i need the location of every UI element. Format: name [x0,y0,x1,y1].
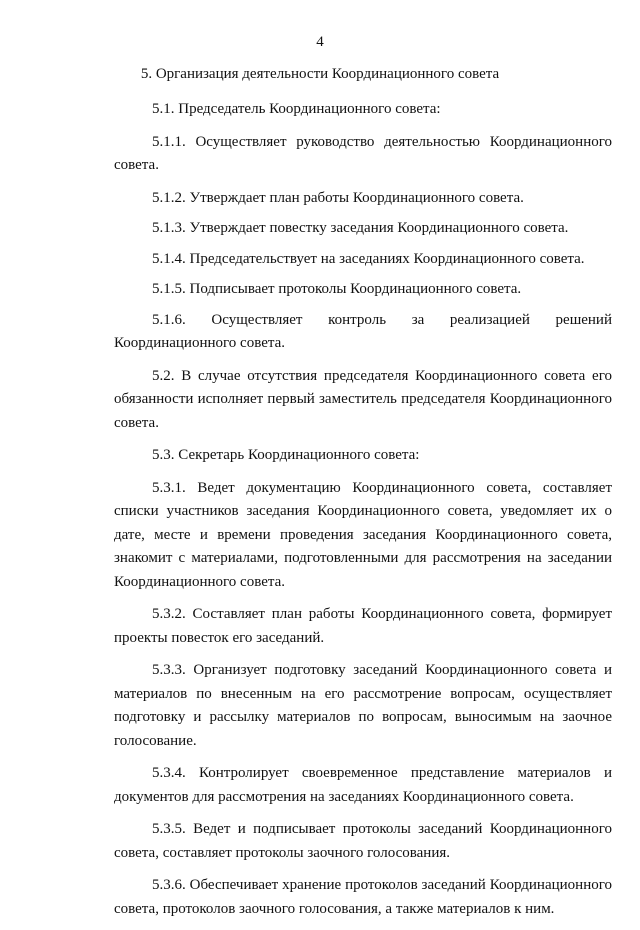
paragraph-5-2: 5.2. В случае отсутствия председателя Координационного совета его обязанности исполняет первый заместитель председателя Координационного совета. [114,367,612,431]
paragraph-5-3-4: 5.3.4. Контролирует своевременное представление материалов и документов для рассмотрения на заседаниях Координационного совета. [114,765,612,805]
page-number: 4 [316,34,324,50]
paragraph-5-3-1: 5.3.1. Ведет документацию Координационного совета, составляет списки участников заседания Координационного совета, уведомляет их о дате, месте и времени проведения заседания Координационного совета, знакомит с материалами, подготовленными для рассмотрения на заседании Координационного совета. [114,479,612,590]
paragraph-5-3-2: 5.3.2. Составляет план работы Координационного совета, формирует проекты повесток его заседаний. [114,606,612,646]
paragraph-5-1-2: 5.1.2. Утверждает план работы Координационного совета. [152,189,524,206]
paragraph-5-3-6: 5.3.6. Обеспечивает хранение протоколов заседаний Координационного совета, протоколов заочного голосования, а также материалов к ним. [114,877,612,917]
paragraph-5-1-6: 5.1.6. Осуществляет контроль за реализацией решений Координационного совета. [114,311,612,351]
paragraph-5-3-3: 5.3.3. Организует подготовку заседаний Координационного совета и материалов по внесенным на его рассмотрение вопросам, осуществляет подготовку и рассылку материалов по вопросам, выносимым на заочное голосование. [114,662,612,749]
paragraph-5-3: 5.3. Секретарь Координационного совета: [152,447,420,463]
paragraph-5-1-3: 5.1.3. Утверждает повестку заседания Координационного совета. [152,220,569,236]
section-heading: 5. Организация деятельности Координационного совета [140,66,500,82]
document-body [114,98,612,930]
paragraph-5-1: 5.1. Председатель Координационного совета: [152,101,441,117]
paragraph-5-3-5: 5.3.5. Ведет и подписывает протоколы заседаний Координационного совета, составляет протоколы заочного голосования. [114,821,612,861]
paragraph-5-1-1: 5.1.1. Осуществляет руководство деятельностью Координационного совета. [114,133,612,173]
paragraph-5-1-5: 5.1.5. Подписывает протоколы Координационного совета. [152,281,522,297]
paragraph-5-1-4: 5.1.4. Председательствует на заседаниях Координационного совета. [152,250,585,267]
